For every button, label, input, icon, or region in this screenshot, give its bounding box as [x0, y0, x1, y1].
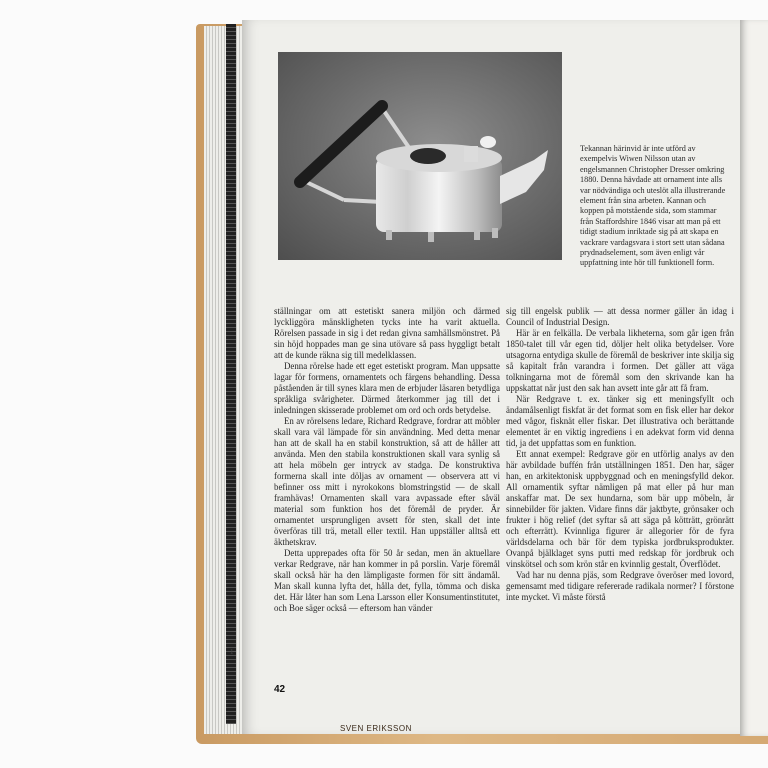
teapot-illustration — [278, 52, 562, 260]
teapot-photo — [278, 52, 562, 260]
page-stack-edges — [204, 26, 244, 734]
facing-page-edge — [740, 20, 768, 736]
paragraph: sig till engelsk publik — att dessa normer gäller än idag i Council of Industrial Design. — [506, 306, 734, 327]
text-column-left — [274, 306, 500, 614]
paragraph: Detta upprepades ofta för 50 år sedan, men än aktuellare verkar Redgrave, när han kommer in på porslin. Varje föremål skall också här ha den lämpligaste formen för sitt ändamål. Man skall kunna lyfta det, hålla det, fylla, tömma och diska det. Här låter han som Lena Larsson eller Konsumentinstitutet, och Boe säger också — eftersom han vänder — [274, 548, 500, 613]
paragraph: Ett annat exempel: Redgrave gör en utförlig analys av den här avbildade buffén från utställningen 1851. Den har, säger han, en arkitektonisk uppbyggnad och en meningsfylld dekor. All ornamentik syftar nämligen på mat eller på hur man anskaffar mat. De sex hundarna, som bär upp möbeln, är sinnebilder för jakten. Vidare finns där jaktbyte, grönsaker och frukter i hög relief (det syftar så att säga på kötträtt, grönrätt och efterrätt). Kvinnliga figurer är allegorier för de fyra världsdelarna och bär för dem typiska jordbruksprodukter. Ovanpå bjälklaget syns putti med redskap för jordbruk och vinskötsel och som krön står en kvinnlig gestalt, Överflödet. — [506, 449, 734, 569]
page-number: 42 — [274, 684, 286, 695]
paragraph: Här är en felkälla. De verbala likheterna, som går igen från 1850-talet till vår egen tid, döljer helt olika betydelser. Vore utsagorna entydiga skulle de föremål de beskriver inte skilja sig så kapitalt från varandra i formen. Det gäller att väga tolkningarna mot de föremål som den skrivande kan ha uppskattat när just den sak han avsett inte går att få fram. — [506, 328, 734, 393]
book-page — [242, 20, 740, 734]
paragraph: När Redgrave t. ex. tänker sig ett meningsfyllt och ändamålsenligt fiskfat är det format som en fisk eller har dekor med vågor, fisknät eller fiskar. Det illustrativa och berättande elementet är en viktig ingrediens i en adekvat form vid denna tid, ja det uppfattas som en funktion. — [506, 394, 734, 448]
margin-mark: 1 — [230, 648, 234, 656]
paragraph: En av rörelsens ledare, Richard Redgrave, fordrar att möbler skall vara väl lämpade för sin användning. Med detta menar han att de skall ha en stabil konstruktion, så att de håller att använda. Men den stabila konstruktionen skall vara synlig så att hela möbeln ger intryck av stadga. De konstruktiva formerna skall inte döljas av ornament — observera att vi befinner oss mitt i nyrokokons blomstringstid — de skall framhävas! Ornamenten skall vara avpassade efter såväl material som funktion hos det föremål de pryder. Är ornamentet ursprungligen avsett för sten, skall det inte överföras till trä, metall eller textil. Han uppställer alltså ett äkthetskrav. — [274, 416, 500, 547]
paragraph: ställningar om att estetiskt sanera miljön och därmed lyckliggöra mänskligheten tycks inte ha varit aktuella. Rörelsen passade in sig i det redan givna samhällsmönstret. På sin höjd hoppades man ge sina utövare så pass hyggligt betalt att de kunde räkna sig till medelklassen. — [274, 306, 500, 360]
page-edge-strip — [226, 24, 236, 724]
photo-caption: Tekannan härinvid är inte utförd av exempelvis Wiwen Nilsson utan av engelsmannen Christopher Dresser omkring 1880. Denna hävdade att ornament inte alls var nödvändiga och uteslöt alla illustrerande element från sina arbeten. Kannan och koppen på motstående sida, som stammar från Staffordshire 1846 visar att man på ett tidigt stadium inriktade sig på att skapa en vackrare vardagsvara i stort sett utan sådana prydnadselement, som även enligt vår uppfattning inte hör till funktionell form. — [580, 144, 726, 268]
paragraph: Denna rörelse hade ett eget estetiskt program. Man uppsatte lagar för formens, ornamentets och färgens behandling. Dessa påståenden är till synes klara men de erbjuder läsaren betydliga språkliga svårigheter. Därmed återkommer jag till det i inledningen skisserade problemet om ord och ords betydelse. — [274, 361, 500, 415]
text-column-right — [506, 306, 734, 603]
paragraph: Vad har nu denna pjäs, som Redgrave överöser med lovord, gemensamt med tidigare refererade radikala normer? I förstone inte mycket. Vi måste förstå — [506, 570, 734, 602]
cover-text: SVEN ERIKSSON — [340, 724, 412, 733]
